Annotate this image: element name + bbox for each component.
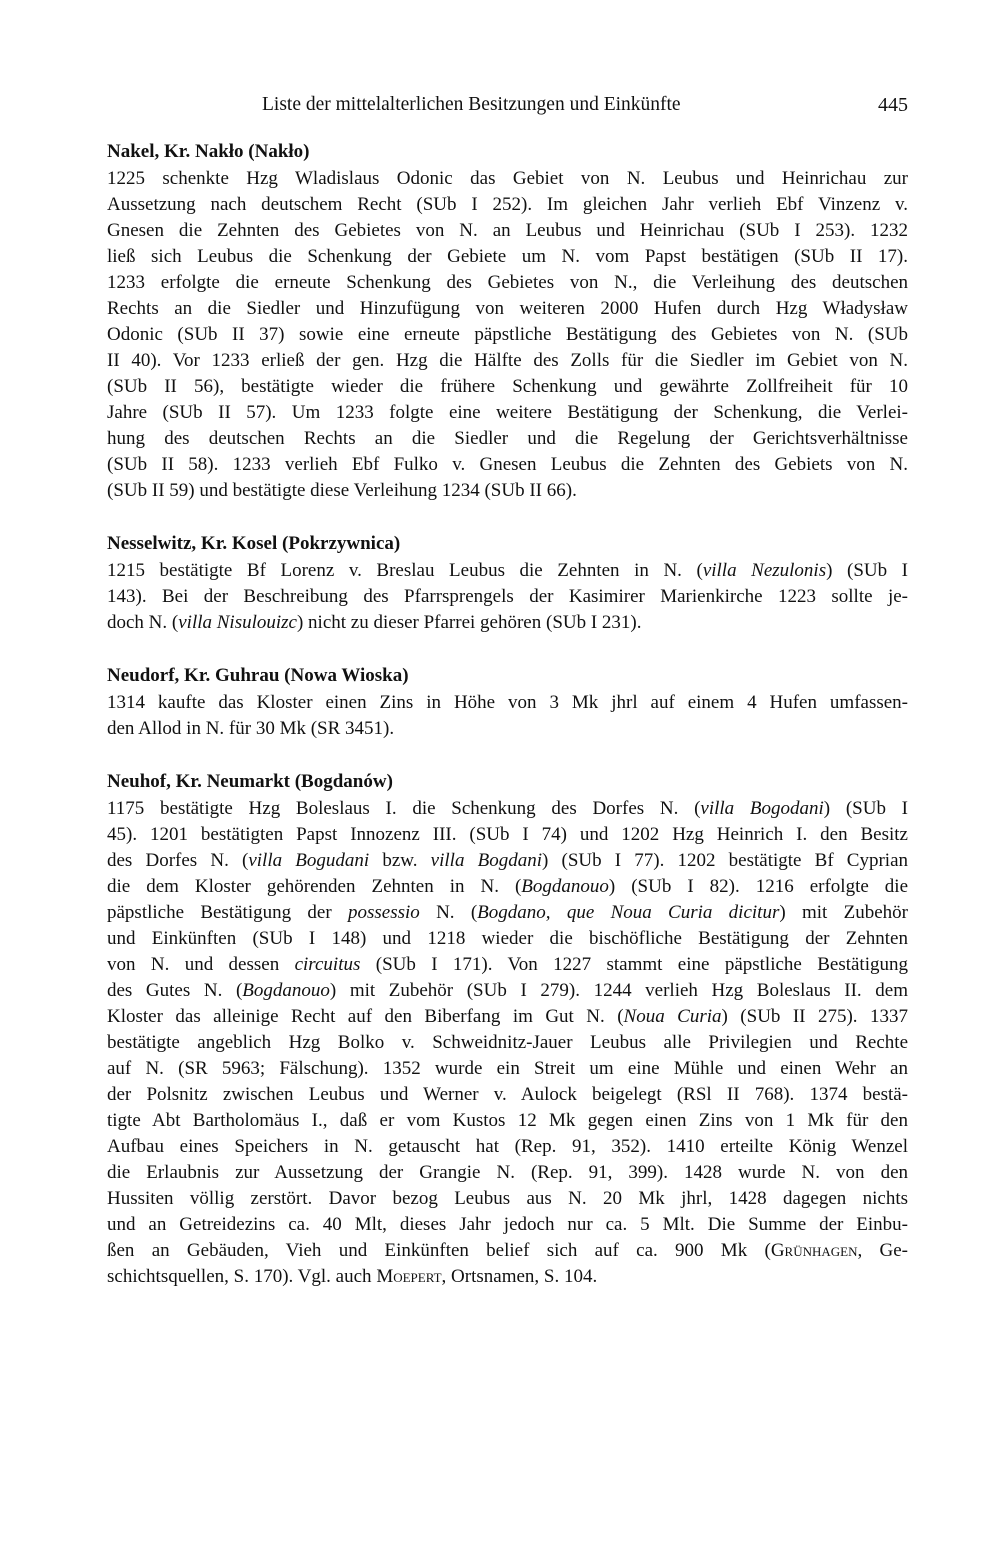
- text-line: (SUb II 56), bestätigte wieder die frühere Schenkung und gewährte Zollfreiheit für 10: [107, 376, 908, 397]
- text-line: (SUb II 59) und bestätigte diese Verleihung 1234 (SUb II 66).: [107, 480, 577, 501]
- text-line: schichtsquellen, S. 170). Vgl. auch Moepert, Ortsnamen, S. 104.: [107, 1266, 598, 1287]
- page-body: [107, 138, 908, 1316]
- text-line: Odonic (SUb II 37) sowie eine erneute päpstliche Bestätigung des Gebietes von N. (SUb: [107, 324, 908, 345]
- text-line: (SUb II 58). 1233 verlieh Ebf Fulko v. Gnesen Leubus die Zehnten des Gebiets von N.: [107, 454, 908, 475]
- entry-title: Neuhof, Kr. Neumarkt (Bogdanów): [107, 771, 393, 792]
- running-header: [262, 90, 908, 120]
- text-line: und an Getreidezins ca. 40 Mlt, dieses Jahr jedoch nur ca. 5 Mlt. Die Summe der Einbu-: [107, 1214, 908, 1235]
- entry-text: [107, 558, 908, 636]
- text-line: Aufbau eines Speichers in N. getauscht hat (Rep. 91, 352). 1410 erteilte König Wenzel: [107, 1136, 908, 1157]
- text-line: auf N. (SR 5963; Fälschung). 1352 wurde ein Streit um eine Mühle und einen Wehr an: [107, 1058, 908, 1079]
- entry-neudorf: [107, 662, 908, 742]
- text-line: 143). Bei der Beschreibung des Pfarrsprengels der Kasimirer Marienkirche 1223 sollte je-: [107, 586, 908, 607]
- running-title: Liste der mittelalterlichen Besitzungen und Einkünfte: [262, 94, 681, 115]
- text-line: Jahre (SUb II 57). Um 1233 folgte eine weitere Bestätigung der Schenkung, die Verlei-: [107, 402, 908, 423]
- text-line: Rechts an die Siedler und Hinzufügung von weiteren 2000 Hufen durch Hzg Władysław: [107, 298, 908, 319]
- text-line: des Dorfes N. (villa Bogudani bzw. villa Bogdani) (SUb I 77). 1202 bestätigte Bf Cyprian: [107, 850, 908, 871]
- text-line: ßen an Gebäuden, Vieh und Einkünften belief sich auf ca. 900 Mk (Grünhagen, Ge-: [107, 1240, 908, 1261]
- text-line: der Polsnitz zwischen Leubus und Werner v. Aulock beigelegt (RSl II 768). 1374 bestä-: [107, 1084, 908, 1105]
- text-line: doch N. (villa Nisulouizc) nicht zu dieser Pfarrei gehören (SUb I 231).: [107, 612, 642, 633]
- text-line: hung des deutschen Rechts an die Siedler und die Regelung der Gerichtsverhältnisse: [107, 428, 908, 449]
- text-line: 1175 bestätigte Hzg Boleslaus I. die Schenkung des Dorfes N. (villa Bogodani) (SUb I: [107, 798, 908, 819]
- text-line: 1225 schenkte Hzg Wladislaus Odonic das Gebiet von N. Leubus und Heinrichau zur: [107, 168, 908, 189]
- entry-title: Nakel, Kr. Nakło (Nakło): [107, 141, 310, 162]
- text-line: Hussiten völlig zerstört. Davor bezog Leubus aus N. 20 Mk jhrl, 1428 dagegen nichts: [107, 1188, 908, 1209]
- entry-nesselwitz: [107, 530, 908, 636]
- text-line: den Allod in N. für 30 Mk (SR 3451).: [107, 718, 395, 739]
- text-line: die Erlaubnis zur Aussetzung der Grangie N. (Rep. 91, 399). 1428 wurde N. von den: [107, 1162, 908, 1183]
- text-line: und Einkünften (SUb I 148) und 1218 wieder die bischöfliche Bestätigung der Zehnten: [107, 928, 908, 949]
- entry-title: Neudorf, Kr. Guhrau (Nowa Wioska): [107, 665, 409, 686]
- text-line: 1314 kaufte das Kloster einen Zins in Höhe von 3 Mk jhrl auf einem 4 Hufen umfassen-: [107, 692, 908, 713]
- text-line: ließ sich Leubus die Schenkung der Gebiete um N. vom Papst bestätigen (SUb II 17).: [107, 246, 908, 267]
- page-number: 445: [878, 94, 908, 116]
- entry-title: Nesselwitz, Kr. Kosel (Pokrzywnica): [107, 533, 401, 554]
- text-line: II 40). Vor 1233 erließ der gen. Hzg die Hälfte des Zolls für die Siedler im Gebiet von N.: [107, 350, 908, 371]
- text-line: 1215 bestätigte Bf Lorenz v. Breslau Leubus die Zehnten in N. (villa Nezulonis) (SUb I: [107, 560, 908, 581]
- entry-text: [107, 166, 908, 504]
- text-line: die dem Kloster gehörenden Zehnten in N. (Bogdanouo) (SUb I 82). 1216 erfolgte die: [107, 876, 908, 897]
- text-line: Kloster das alleinige Recht auf den Biberfang im Gut N. (Noua Curia) (SUb II 275). 1337: [107, 1006, 908, 1027]
- text-line: des Gutes N. (Bogdanouo) mit Zubehör (SUb I 279). 1244 verlieh Hzg Boleslaus II. dem: [107, 980, 908, 1001]
- text-line: bestätigte angeblich Hzg Bolko v. Schweidnitz-Jauer Leubus alle Privilegien und Rechte: [107, 1032, 908, 1053]
- text-line: Aussetzung nach deutschem Recht (SUb I 252). Im gleichen Jahr verlieh Ebf Vinzenz v.: [107, 194, 908, 215]
- text-line: 1233 erfolgte die erneute Schenkung des Gebietes von N., die Verleihung des deutschen: [107, 272, 908, 293]
- entry-nakel: [107, 138, 908, 504]
- entry-text: [107, 796, 908, 1290]
- entry-text: [107, 690, 908, 742]
- text-line: 45). 1201 bestätigten Papst Innozenz III. (SUb I 74) und 1202 Hzg Heinrich I. den Besitz: [107, 824, 908, 845]
- text-line: päpstliche Bestätigung der possessio N. (Bogdano, que Noua Curia dicitur) mit Zubehör: [107, 902, 908, 923]
- text-line: von N. und dessen circuitus (SUb I 171). Von 1227 stammt eine päpstliche Bestätigung: [107, 954, 908, 975]
- text-line: Gnesen die Zehnten des Gebietes von N. an Leubus und Heinrichau (SUb I 253). 1232: [107, 220, 908, 241]
- entry-neuhof: [107, 768, 908, 1290]
- text-line: tigte Abt Bartholomäus I., daß er vom Kustos 12 Mk gegen einen Zins von 1 Mk für den: [107, 1110, 908, 1131]
